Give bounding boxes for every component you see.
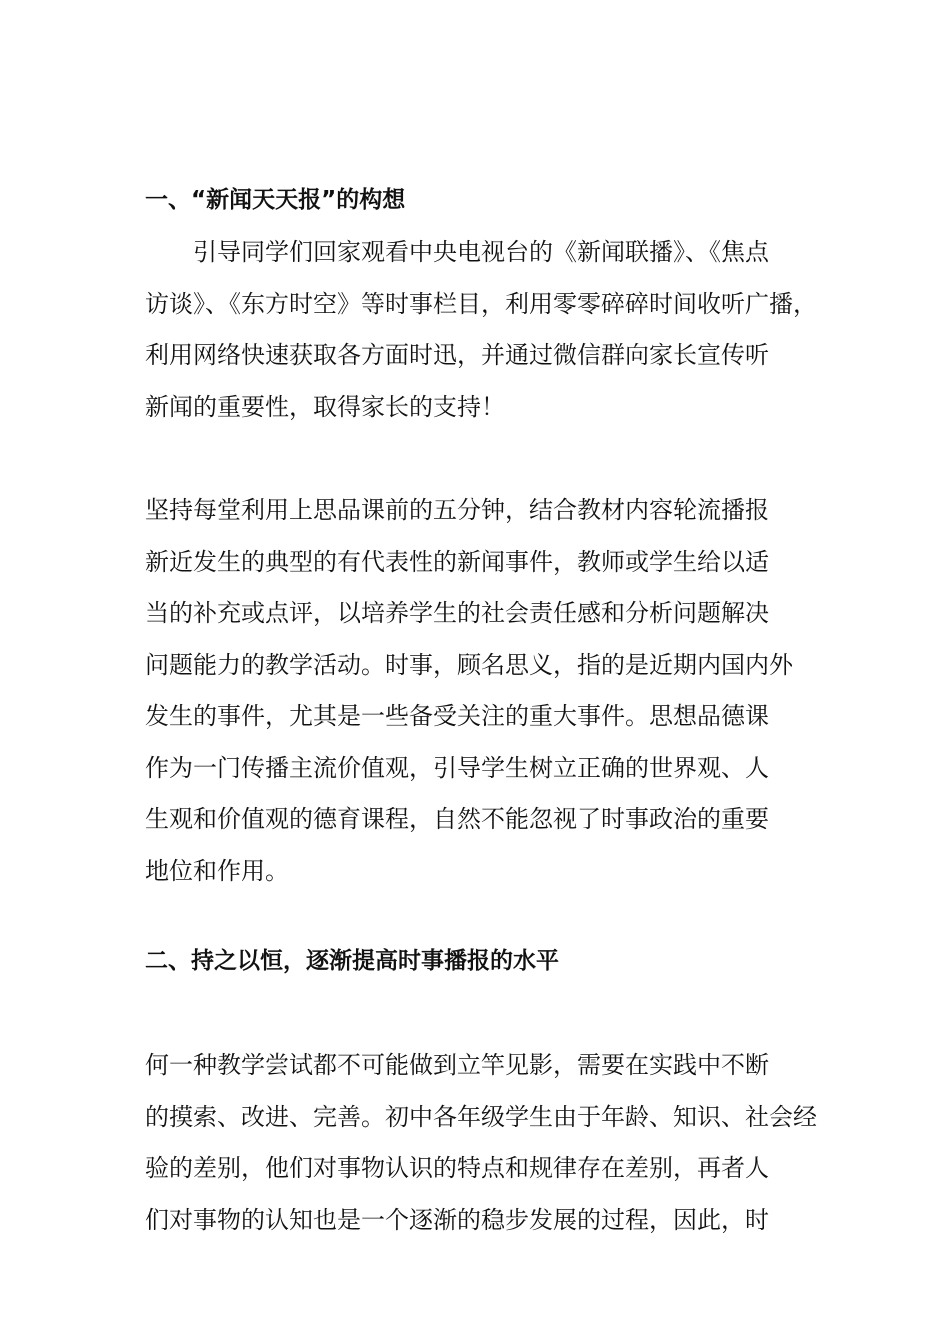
section-heading-1: 一、“新闻天天报”的构想 — [145, 187, 406, 213]
paragraph-line: 发生的事件，尤其是一些备受关注的重大事件。思想品德课 — [145, 702, 769, 730]
section-heading-2: 二、持之以恒，逐渐提高时事播报的水平 — [145, 948, 559, 974]
paragraph-line: 坚持每堂利用上思品课前的五分钟，结合教材内容轮流播报 — [145, 496, 769, 524]
paragraph-line: 引导同学们回家观看中央电视台的《新闻联播》、《焦点 — [193, 238, 769, 266]
paragraph-line: 作为一门传播主流价值观，引导学生树立正确的世界观、人 — [145, 753, 769, 782]
paragraph-line: 何一种教学尝试都不可能做到立竿见影，需要在实践中不断 — [145, 1051, 769, 1079]
paragraph-line: 地位和作用。 — [145, 856, 289, 885]
paragraph-line: 当的补充或点评，以培养学生的社会责任感和分析问题解决 — [145, 599, 769, 627]
paragraph-line: 的摸索、改进、完善。初中各年级学生由于年龄、知识、社会经 — [145, 1102, 817, 1131]
document-body — [145, 178, 817, 1246]
paragraph-line: 新闻的重要性，取得家长的支持！ — [145, 392, 505, 421]
paragraph-line: 生观和价值观的德育课程，自然不能忽视了时事政治的重要 — [145, 805, 769, 833]
paragraph-2 — [145, 485, 810, 897]
paragraph-line: 们对事物的认知也是一个逐渐的稳步发展的过程，因此，时 — [145, 1205, 769, 1234]
paragraph-1 — [145, 227, 817, 433]
paragraph-3 — [145, 1040, 817, 1246]
paragraph-line: 验的差别，他们对事物认识的特点和规律存在差别，再者人 — [145, 1154, 769, 1182]
paragraph-line: 新近发生的典型的有代表性的新闻事件，教师或学生给以适 — [145, 547, 769, 576]
paragraph-line: 问题能力的教学活动。时事，顾名思义，指的是近期内国内外 — [145, 650, 793, 679]
paragraph-line: 访谈》、《东方时空》等时事栏目，利用零零碎碎时间收听广播， — [145, 289, 817, 318]
paragraph-line: 利用网络快速获取各方面时迅，并通过微信群向家长宣传听 — [145, 341, 769, 369]
